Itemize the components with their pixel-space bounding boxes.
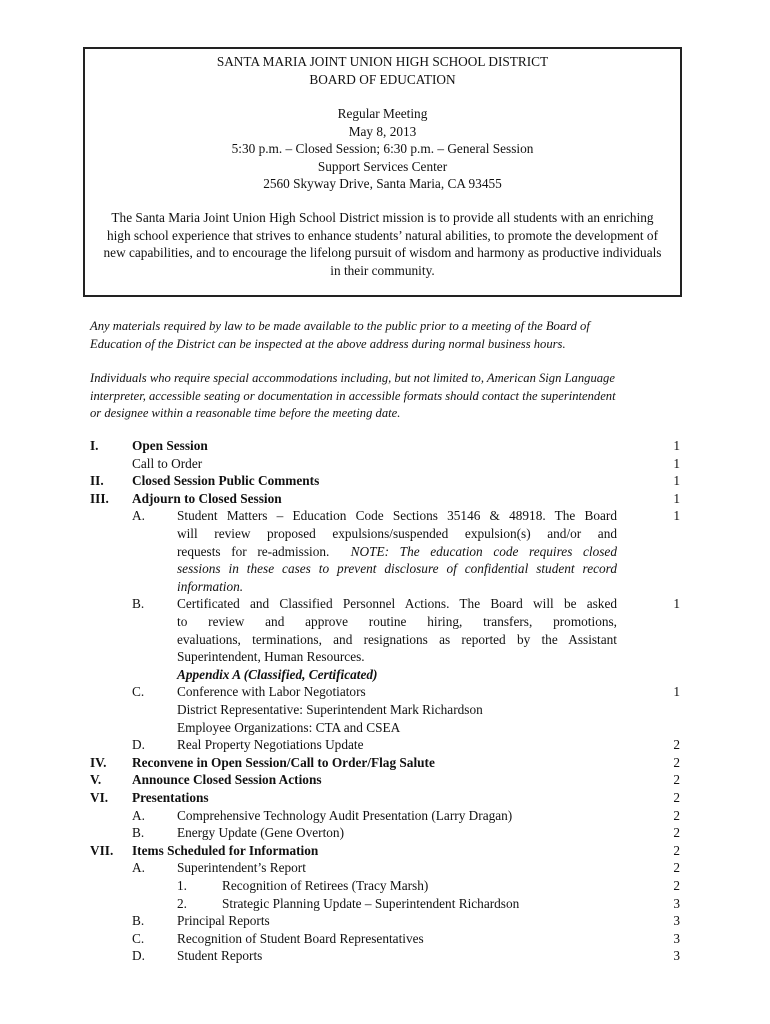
text-line: Student Matters – Education Code Sections 35146 & 48918. The Board (177, 508, 617, 524)
text-segment: requests for re-admission. (177, 543, 330, 559)
personnel-actions-text (177, 595, 617, 683)
item-title: Closed Session Public Comments (132, 473, 320, 489)
item-title: Energy Update (Gene Overton) (177, 825, 345, 841)
meeting-address: 2560 Skyway Drive, Santa Maria, CA 93455 (263, 176, 502, 191)
item-title: Conference with Labor Negotiators (177, 684, 366, 700)
accommodations-line-1: Individuals who require special accommodations including, but not limited to, American Sign Language (90, 371, 615, 385)
agenda-item-ii (0, 472, 770, 490)
mission-statement: The Santa Maria Joint Union High School District mission is to provide all students with an enriching high school experience that strives to enhance students’ natural abilities, to promote the development of new capabilities, and to encourage the lifelong pursuit of wisdom and harmony as productive individuals in their community. (103, 210, 662, 278)
item-letter: B. (132, 825, 145, 841)
page-number: 2 (673, 790, 680, 805)
page-number: 1 (673, 684, 680, 700)
item-number: VI. (90, 790, 109, 805)
meeting-times: 5:30 p.m. – Closed Session; 6:30 p.m. – General Session (231, 141, 534, 156)
agenda-item-i (0, 437, 770, 455)
item-title: Recognition of Retirees (Tracy Marsh) (222, 878, 429, 893)
item-number: IV. (90, 754, 107, 770)
item-number: 2. (177, 895, 187, 911)
item-letter: B. (132, 913, 145, 929)
item-text: District Representative: Superintendent Mark Richardson (177, 702, 483, 717)
item-title: Superintendent’s Report (177, 860, 306, 876)
item-title: Adjourn to Closed Session (132, 490, 282, 506)
item-number: II. (90, 473, 104, 489)
note-text: NOTE: The education code requires closed (350, 543, 617, 559)
item-letter: A. (132, 860, 145, 876)
item-number: 1. (177, 878, 187, 893)
agenda-item-call-to-order (0, 455, 770, 473)
page-number: 1 (673, 455, 680, 471)
agenda-item-vii-b (0, 912, 770, 930)
page-number: 2 (673, 754, 680, 770)
agenda-item-vii-c (0, 930, 770, 948)
page-number: 2 (673, 772, 680, 788)
page-number: 3 (673, 913, 680, 929)
agenda-item-iii-d (0, 736, 770, 754)
agenda-item-vii-d (0, 947, 770, 965)
agenda-item-vii-a-1 (0, 877, 770, 895)
agenda-item-vi (0, 789, 770, 807)
page-number: 2 (673, 737, 680, 753)
item-title: Principal Reports (177, 913, 270, 929)
item-title: Announce Closed Session Actions (132, 772, 322, 788)
item-letter: D. (132, 737, 145, 753)
page-number: 2 (673, 860, 680, 876)
agenda-item-iii-c (0, 683, 770, 701)
text-line (177, 543, 617, 561)
accommodations-line-3: or designee within a reasonable time before the meeting date. (90, 406, 401, 421)
page-number: 2 (673, 825, 680, 841)
item-title: Open Session (132, 438, 208, 453)
meeting-type: Regular Meeting (337, 106, 428, 121)
agenda-item-vii-a (0, 859, 770, 877)
agenda-item-vii (0, 842, 770, 860)
text-line: will review proposed expulsions/suspended expulsion(s) and/or and (177, 525, 617, 541)
page-number: 1 (673, 596, 680, 612)
text-line: information. (177, 578, 244, 594)
agenda-item-vi-a (0, 807, 770, 825)
page-number: 3 (673, 948, 680, 964)
item-title: Strategic Planning Update – Superintendent Richardson (222, 895, 520, 911)
page-number: 2 (673, 842, 680, 858)
materials-line-2: Education of the District can be inspected at the above address during normal business hours. (90, 336, 566, 351)
page-number: 3 (673, 895, 680, 911)
materials-line-1: Any materials required by law to be made available to the public prior to a meeting of the Board of (90, 319, 590, 333)
item-number: VII. (90, 842, 114, 858)
meeting-date: May 8, 2013 (348, 123, 417, 139)
employee-organizations (0, 719, 770, 737)
item-text: Employee Organizations: CTA and CSEA (177, 719, 401, 735)
text-line: Certificated and Classified Personnel Actions. The Board will be asked (177, 596, 617, 612)
materials-notice (90, 318, 690, 353)
item-title: Comprehensive Technology Audit Presentation (Larry Dragan) (177, 807, 513, 823)
district-representative (0, 701, 770, 719)
accommodations-line-2: interpreter, accessible seating or documentation in accessible formats should contact the superintendent (90, 388, 616, 403)
meeting-info (85, 105, 680, 193)
meeting-location: Support Services Center (317, 158, 448, 174)
text-line: Superintendent, Human Resources. (177, 649, 365, 665)
district-name: SANTA MARIA JOINT UNION HIGH SCHOOL DISTRICT (216, 54, 549, 69)
district-heading (85, 53, 680, 88)
agenda-item-iii (0, 490, 770, 508)
agenda-item-v (0, 771, 770, 789)
item-letter: C. (132, 930, 145, 946)
page-number: 1 (673, 473, 680, 489)
agenda-item-vii-a-2 (0, 895, 770, 913)
item-title: Items Scheduled for Information (132, 842, 319, 858)
page-number: 2 (673, 807, 680, 823)
item-title: Student Reports (177, 948, 263, 964)
appendix-reference: Appendix A (Classified, Certificated) (177, 666, 378, 682)
board-name: BOARD OF EDUCATION (309, 71, 456, 87)
header-box (83, 47, 682, 297)
page-number: 2 (673, 878, 680, 893)
page-number: 1 (673, 438, 680, 453)
item-letter: B. (132, 596, 145, 612)
item-title: Presentations (132, 790, 209, 805)
item-letter: A. (132, 807, 145, 823)
item-title: Reconvene in Open Session/Call to Order/Flag Salute (132, 754, 435, 770)
item-title: Call to Order (132, 455, 203, 471)
text-line: to review and approve routine hiring, transfers, promotions, (177, 613, 617, 629)
student-matters-text (177, 507, 617, 595)
item-letter: D. (132, 948, 145, 964)
page-number: 1 (673, 508, 680, 524)
item-letter: A. (132, 508, 145, 524)
item-title: Real Property Negotiations Update (177, 737, 364, 753)
agenda-item-iv (0, 754, 770, 772)
page-number: 1 (673, 490, 680, 506)
agenda-item-vi-b (0, 824, 770, 842)
accommodations-notice (90, 370, 690, 423)
item-number: III. (90, 490, 109, 506)
page-number: 3 (673, 930, 680, 946)
text-line: evaluations, terminations, and resignations as reported by the Assistant (177, 631, 617, 647)
text-line: sessions in these cases to prevent disclosure of confidential student record (177, 561, 617, 577)
item-number: V. (90, 772, 102, 788)
item-title: Recognition of Student Board Representatives (177, 930, 424, 946)
item-letter: C. (132, 684, 145, 700)
item-number: I. (90, 438, 99, 453)
